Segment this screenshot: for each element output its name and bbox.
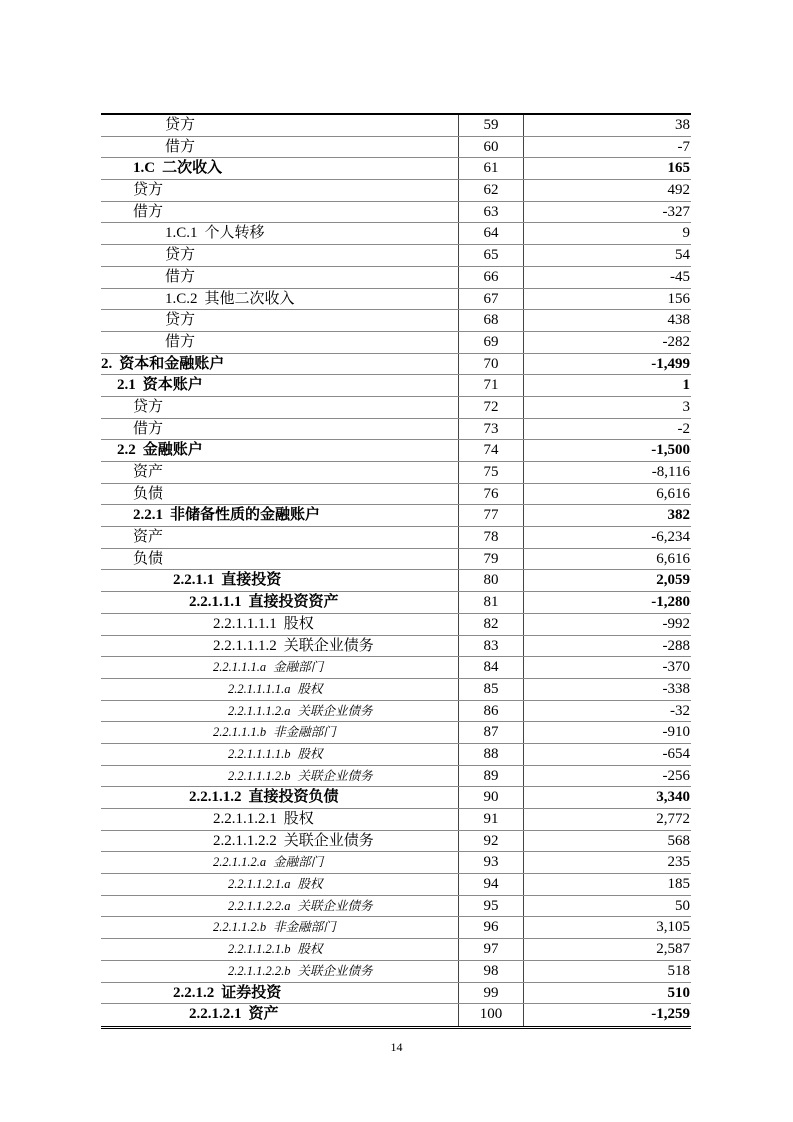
table-row: [101, 917, 691, 939]
row-value: -32: [523, 701, 691, 722]
row-name: 贷方: [133, 398, 164, 415]
row-name: 直接投资: [221, 572, 282, 589]
row-line-number: 90: [458, 787, 523, 808]
row-label: [101, 527, 458, 548]
row-label: [101, 115, 458, 136]
row-label: [101, 505, 458, 526]
row-line-number: 68: [458, 310, 523, 331]
row-line-number: 72: [458, 397, 523, 418]
row-value: 3: [523, 397, 691, 418]
row-code: 2.2.1.1.2.2.b: [228, 963, 291, 978]
row-code: 2.2.1.1.2.1: [213, 811, 277, 827]
row-label: [101, 375, 458, 396]
row-line-number: 70: [458, 354, 523, 375]
row-name: 非金融部门: [273, 920, 336, 935]
row-value: -45: [523, 267, 691, 288]
table-row: [101, 158, 691, 180]
row-label: [101, 289, 458, 310]
row-name: 二次收入: [162, 160, 223, 177]
row-name: 资产: [133, 529, 164, 546]
row-name: 股权: [297, 746, 323, 761]
row-value: -2: [523, 419, 691, 440]
row-code: 2.2.1.1.2.1.b: [228, 942, 291, 957]
row-line-number: 84: [458, 657, 523, 678]
table-row: [101, 852, 691, 874]
table-row: [101, 462, 691, 484]
row-value: 382: [523, 505, 691, 526]
row-code: 2.2.1: [133, 507, 163, 524]
row-label: [101, 397, 458, 418]
table-row: [101, 289, 691, 311]
row-line-number: 82: [458, 614, 523, 635]
row-line-number: 73: [458, 419, 523, 440]
row-value: 1: [523, 375, 691, 396]
row-code: 1.C: [133, 160, 156, 177]
row-name: 资本账户: [142, 377, 203, 394]
table-row: [101, 310, 691, 332]
row-label: [101, 202, 458, 223]
table-row: [101, 484, 691, 506]
row-label: [101, 701, 458, 722]
row-line-number: 63: [458, 202, 523, 223]
row-code: 2.2.1.1.2.1.a: [228, 877, 291, 892]
row-name: 关联企业债务: [297, 703, 373, 718]
row-code: 2.1: [117, 377, 136, 394]
row-name: 直接投资资产: [248, 594, 339, 611]
row-value: 3,340: [523, 787, 691, 808]
row-line-number: 83: [458, 636, 523, 657]
row-value: 2,587: [523, 939, 691, 960]
row-label: [101, 722, 458, 743]
table-row: [101, 267, 691, 289]
row-value: 518: [523, 961, 691, 982]
row-label: [101, 245, 458, 266]
row-code: 2.: [101, 355, 113, 372]
table-row: [101, 419, 691, 441]
table-row: [101, 701, 691, 723]
row-line-number: 61: [458, 158, 523, 179]
row-line-number: 64: [458, 223, 523, 244]
row-code: 1.C.2: [165, 290, 198, 307]
table-row: [101, 223, 691, 245]
row-line-number: 78: [458, 527, 523, 548]
table-row: [101, 809, 691, 831]
row-line-number: 76: [458, 484, 523, 505]
row-label: [101, 657, 458, 678]
row-line-number: 62: [458, 180, 523, 201]
row-label: [101, 332, 458, 353]
row-name: 证券投资: [221, 984, 282, 1001]
row-code: 2.2.1.1.2.a: [213, 855, 267, 870]
row-value: -256: [523, 766, 691, 787]
table-row: [101, 896, 691, 918]
row-code: 2.2.1.1.1.1.a: [228, 681, 291, 696]
row-line-number: 86: [458, 701, 523, 722]
row-value: 9: [523, 223, 691, 244]
row-value: -1,280: [523, 592, 691, 613]
row-code: 2.2.1.1.1.2.b: [228, 768, 291, 783]
row-code: 1.C.1: [165, 225, 198, 242]
row-name: 借方: [133, 420, 164, 437]
row-name: 借方: [165, 333, 196, 350]
table-row: [101, 831, 691, 853]
row-value: -282: [523, 332, 691, 353]
row-label: [101, 462, 458, 483]
row-name: 关联企业债务: [297, 898, 373, 913]
row-label: [101, 419, 458, 440]
row-name: 贷方: [165, 247, 196, 264]
row-name: 借方: [165, 138, 196, 155]
table-row: [101, 636, 691, 658]
row-label: [101, 180, 458, 201]
row-name: 关联企业债务: [297, 963, 373, 978]
row-value: 235: [523, 852, 691, 873]
row-value: 3,105: [523, 917, 691, 938]
row-name: 关联企业债务: [283, 832, 374, 849]
row-line-number: 81: [458, 592, 523, 613]
row-line-number: 69: [458, 332, 523, 353]
row-code: 2.2.1.1.2.2.a: [228, 898, 291, 913]
row-label: [101, 852, 458, 873]
table-row: [101, 874, 691, 896]
row-code: 2.2.1.1.1.a: [213, 660, 267, 675]
row-name: 贷方: [165, 312, 196, 329]
row-label: [101, 636, 458, 657]
table-row: [101, 440, 691, 462]
row-value: -654: [523, 744, 691, 765]
row-line-number: 85: [458, 679, 523, 700]
table-row: [101, 397, 691, 419]
table-row: [101, 332, 691, 354]
table-row: [101, 245, 691, 267]
row-name: 非金融部门: [273, 725, 336, 740]
row-line-number: 59: [458, 115, 523, 136]
row-line-number: 97: [458, 939, 523, 960]
row-name: 负债: [133, 550, 164, 567]
row-name: 贷方: [133, 182, 164, 199]
table-row: [101, 549, 691, 571]
row-line-number: 93: [458, 852, 523, 873]
row-code: 2.2.1.1.1.1: [213, 615, 277, 632]
row-line-number: 79: [458, 549, 523, 570]
page-number: 14: [390, 1040, 403, 1054]
row-code: 2.2.1.1: [173, 572, 215, 589]
row-label: [101, 787, 458, 808]
row-name: 直接投资负债: [248, 789, 339, 806]
table-row: [101, 202, 691, 224]
row-label: [101, 137, 458, 158]
row-name: 非储备性质的金融账户: [170, 507, 321, 524]
row-value: -288: [523, 636, 691, 657]
row-value: 6,616: [523, 549, 691, 570]
table-row: [101, 983, 691, 1005]
table-row: [101, 592, 691, 614]
row-label: [101, 939, 458, 960]
row-name: 负债: [133, 485, 164, 502]
row-line-number: 88: [458, 744, 523, 765]
row-line-number: 75: [458, 462, 523, 483]
row-name: 资本和金融账户: [119, 355, 225, 372]
row-name: 资产: [133, 464, 164, 480]
row-line-number: 98: [458, 961, 523, 982]
row-label: [101, 679, 458, 700]
row-line-number: 66: [458, 267, 523, 288]
row-label: [101, 744, 458, 765]
table-row: [101, 939, 691, 961]
row-label: [101, 766, 458, 787]
table-row: [101, 570, 691, 592]
table-row: [101, 657, 691, 679]
balance-of-payments-table: [101, 113, 691, 1029]
row-line-number: 96: [458, 917, 523, 938]
row-value: -1,500: [523, 440, 691, 461]
row-code: 2.2.1.1.1.2.a: [228, 703, 291, 718]
row-line-number: 77: [458, 505, 523, 526]
row-label: [101, 570, 458, 591]
row-name: 其他二次收入: [204, 290, 295, 307]
row-label: [101, 961, 458, 982]
row-label: [101, 917, 458, 938]
row-value: -910: [523, 722, 691, 743]
row-label: [101, 549, 458, 570]
row-label: [101, 158, 458, 179]
row-name: 贷方: [165, 117, 196, 133]
row-value: 165: [523, 158, 691, 179]
row-value: -1,259: [523, 1004, 691, 1026]
table-row: [101, 614, 691, 636]
table-row: [101, 137, 691, 159]
row-line-number: 99: [458, 983, 523, 1004]
table-row: [101, 180, 691, 202]
row-line-number: 80: [458, 570, 523, 591]
table-row: [101, 787, 691, 809]
row-line-number: 65: [458, 245, 523, 266]
table-row: [101, 354, 691, 376]
row-label: [101, 354, 458, 375]
row-code: 2.2.1.1.1: [189, 594, 242, 611]
table-row: [101, 527, 691, 549]
row-label: [101, 614, 458, 635]
row-line-number: 71: [458, 375, 523, 396]
row-value: 2,059: [523, 570, 691, 591]
row-value: 54: [523, 245, 691, 266]
row-value: 38: [523, 115, 691, 136]
row-label: [101, 809, 458, 830]
row-value: 185: [523, 874, 691, 895]
row-name: 个人转移: [204, 225, 265, 242]
row-line-number: 94: [458, 874, 523, 895]
row-label: [101, 983, 458, 1004]
table-row: [101, 1004, 691, 1026]
row-value: 156: [523, 289, 691, 310]
row-value: -1,499: [523, 354, 691, 375]
row-label: [101, 440, 458, 461]
row-line-number: 92: [458, 831, 523, 852]
table-row: [101, 115, 691, 137]
row-code: 2.2.1.1.2: [189, 789, 242, 806]
row-label: [101, 592, 458, 613]
row-code: 2.2.1.1.2.b: [213, 920, 267, 935]
row-name: 金融账户: [142, 442, 203, 459]
row-code: 2.2.1.2.1: [189, 1006, 242, 1023]
row-line-number: 74: [458, 440, 523, 461]
row-value: -327: [523, 202, 691, 223]
row-label: [101, 223, 458, 244]
row-value: 50: [523, 896, 691, 917]
row-line-number: 89: [458, 766, 523, 787]
row-name: 股权: [297, 681, 323, 696]
row-code: 2.2.1.1.2.2: [213, 832, 277, 849]
row-name: 金融部门: [273, 660, 324, 675]
row-line-number: 67: [458, 289, 523, 310]
row-label: [101, 1004, 458, 1026]
row-code: 2.2.1.1.1.1.b: [228, 746, 291, 761]
row-label: [101, 831, 458, 852]
row-name: 股权: [283, 615, 314, 632]
row-name: 股权: [283, 811, 314, 827]
row-value: 6,616: [523, 484, 691, 505]
row-name: 股权: [297, 877, 323, 892]
table-row: [101, 375, 691, 397]
table-row: [101, 679, 691, 701]
row-code: 2.2.1.2: [173, 984, 215, 1001]
row-value: -6,234: [523, 527, 691, 548]
row-value: -7: [523, 137, 691, 158]
row-name: 关联企业债务: [283, 637, 374, 654]
row-value: -992: [523, 614, 691, 635]
row-value: 2,772: [523, 809, 691, 830]
row-value: 510: [523, 983, 691, 1004]
row-line-number: 95: [458, 896, 523, 917]
row-value: 492: [523, 180, 691, 201]
row-label: [101, 484, 458, 505]
row-label: [101, 874, 458, 895]
row-name: 资产: [248, 1006, 279, 1023]
table-row: [101, 961, 691, 983]
row-line-number: 60: [458, 137, 523, 158]
row-label: [101, 310, 458, 331]
row-name: 借方: [165, 268, 196, 285]
row-code: 2.2.1.1.1.2: [213, 637, 277, 654]
table-row: [101, 505, 691, 527]
row-line-number: 87: [458, 722, 523, 743]
row-value: -8,116: [523, 462, 691, 483]
table-row: [101, 744, 691, 766]
row-line-number: 100: [458, 1004, 523, 1026]
row-value: -370: [523, 657, 691, 678]
row-code: 2.2.1.1.1.b: [213, 725, 267, 740]
row-name: 股权: [297, 942, 323, 957]
row-name: 借方: [133, 203, 164, 220]
row-line-number: 91: [458, 809, 523, 830]
row-code: 2.2: [117, 442, 136, 459]
row-label: [101, 896, 458, 917]
row-name: 金融部门: [273, 855, 324, 870]
row-value: -338: [523, 679, 691, 700]
row-value: 568: [523, 831, 691, 852]
row-value: 438: [523, 310, 691, 331]
row-name: 关联企业债务: [297, 768, 373, 783]
table-row: [101, 722, 691, 744]
row-label: [101, 267, 458, 288]
table-row: [101, 766, 691, 788]
